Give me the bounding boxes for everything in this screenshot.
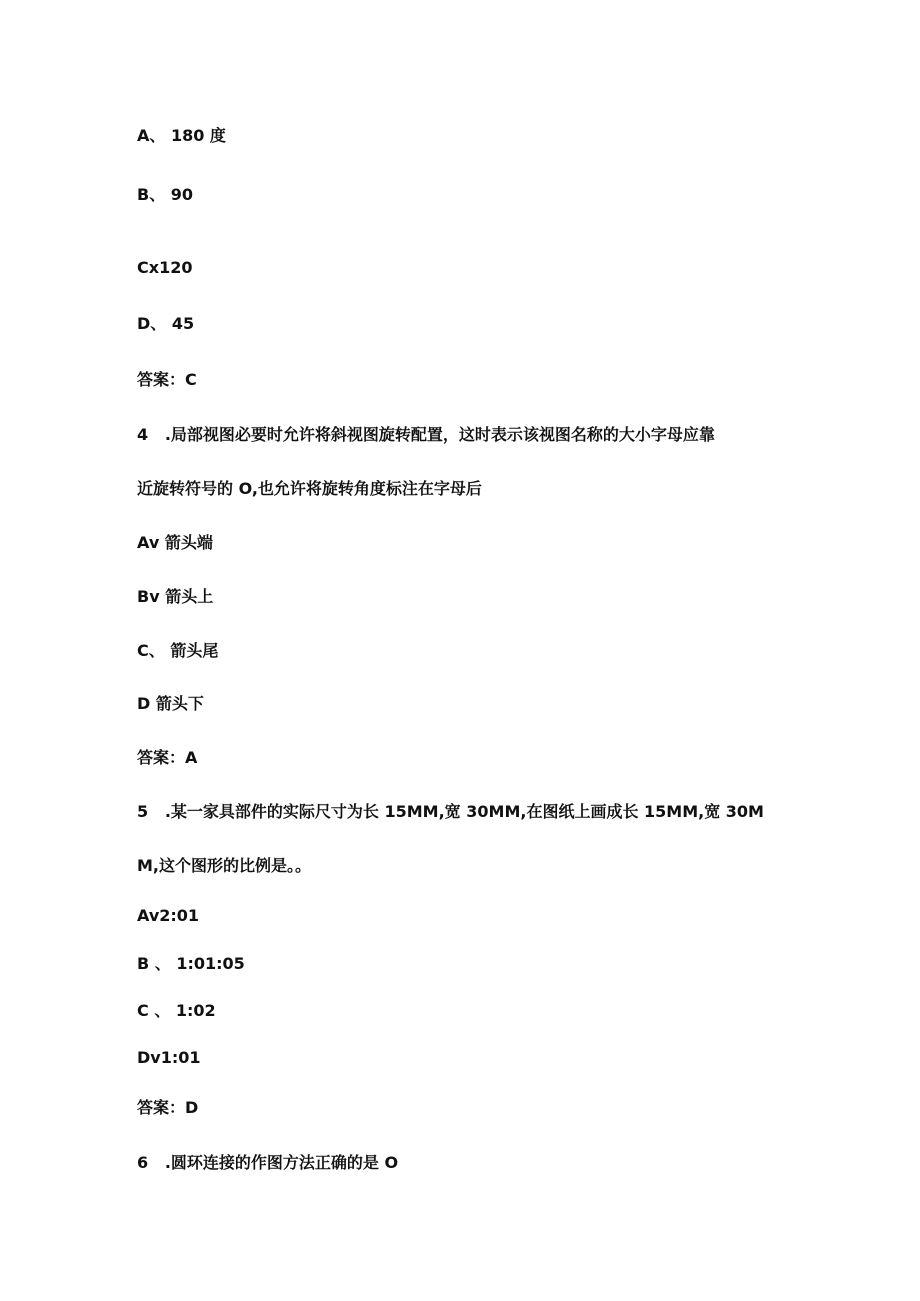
q4-stem-line2: 近旋转符号的 O,也允许将旋转角度标注在字母后 xyxy=(137,479,482,498)
q4-stem-line1: 4 .局部视图必要时允许将斜视图旋转配置，这时表示该视图名称的大小字母应靠 xyxy=(137,425,715,444)
q5-option-d: Dv1:01 xyxy=(137,1048,201,1067)
q6-stem-line1: 6 .圆环连接的作图方法正确的是 O xyxy=(137,1153,399,1172)
q4-option-a: Av 箭头端 xyxy=(137,533,213,552)
q5-answer: 答案：D xyxy=(137,1098,199,1117)
q5-stem-line2: M,这个图形的比例是。。 xyxy=(137,856,312,875)
q4-answer: 答案：A xyxy=(137,748,198,767)
q3-option-c: Cx120 xyxy=(137,258,193,277)
q3-option-a: A、 180 度 xyxy=(137,126,226,145)
q5-option-a: Av2:01 xyxy=(137,906,200,925)
q3-option-b: B、 90 xyxy=(137,185,194,204)
q4-option-c: C、 箭头尾 xyxy=(137,641,219,660)
q4-option-d: D 箭头下 xyxy=(137,694,204,713)
q5-option-b: B 、 1:01:05 xyxy=(137,954,245,973)
q3-answer: 答案：C xyxy=(137,370,197,389)
q5-stem-line1: 5 .某一家具部件的实际尺寸为长 15MM,宽 30MM,在图纸上画成长 15MM,宽 30M xyxy=(137,802,764,821)
q4-option-b: Bv 箭头上 xyxy=(137,587,214,606)
q5-option-c: C 、 1:02 xyxy=(137,1001,216,1020)
q3-option-d: D、 45 xyxy=(137,314,195,333)
